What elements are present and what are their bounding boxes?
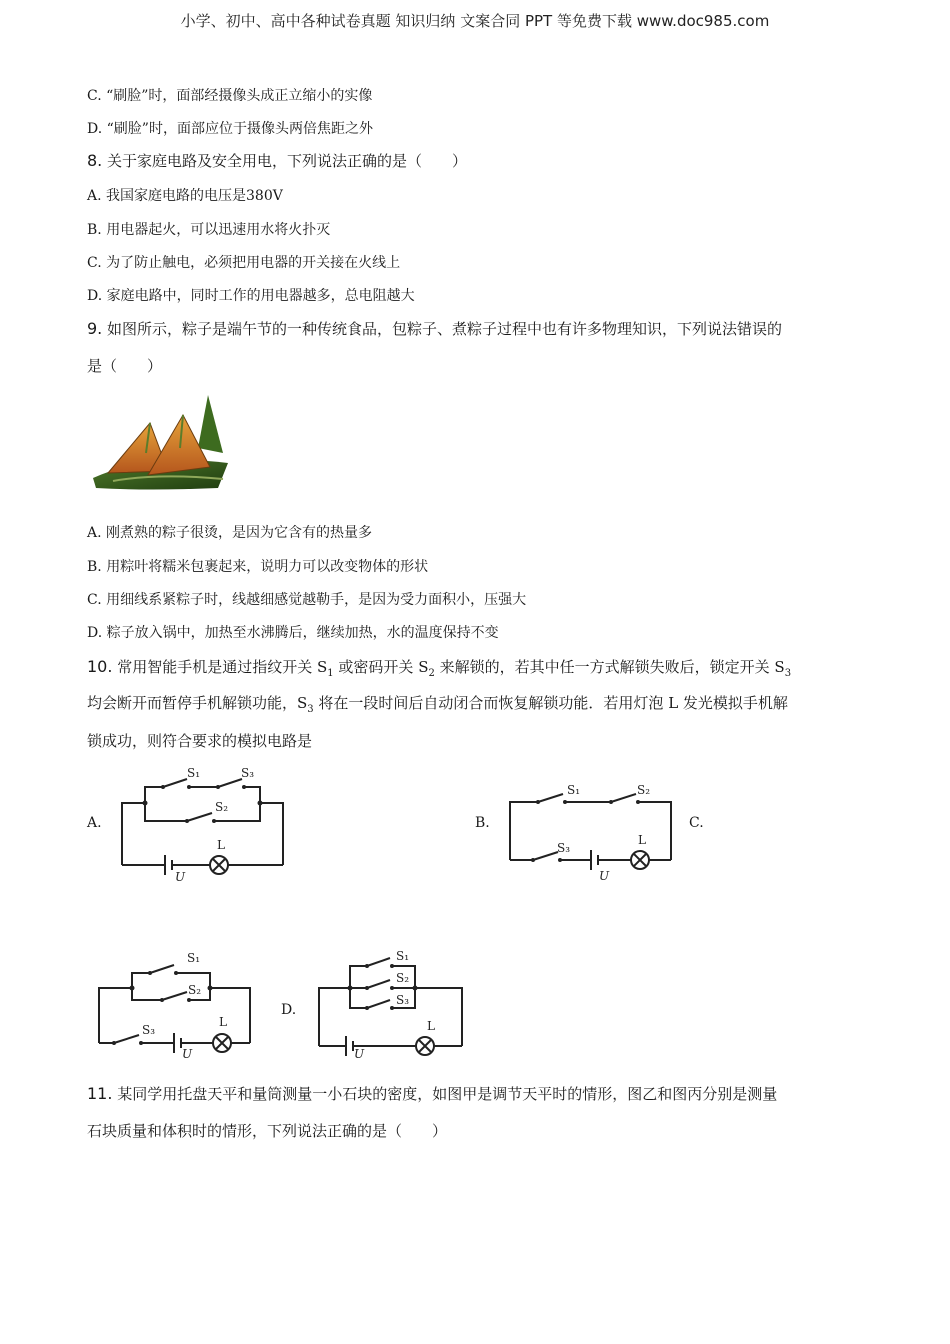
q11-stem-line1 xyxy=(87,1083,777,1104)
q9-option-c: C. 用细线系紧粽子时，线越细感觉越勒手，是因为受力面积小，压强大 xyxy=(87,592,527,608)
q8-stem-text: 关于家庭电路及安全用电，下列说法正确的是（ ） xyxy=(102,152,468,170)
circuit-d-l: L xyxy=(427,1019,435,1033)
q11-stem-text: 某同学用托盘天平和量筒测量一小石块的密度，如图甲是调节天平时的情形，图乙和图丙分别是测量 xyxy=(112,1085,778,1103)
q7-option-c: C. “刷脸”时，面部经摄像头成正立缩小的实像 xyxy=(87,88,373,104)
q10-number: 10. xyxy=(87,657,113,676)
q9-number: 9. xyxy=(87,319,103,338)
page-header: 小学、初中、高中各种试卷真题 知识归纳 文案合同 PPT 等免费下载 www.doc985.com xyxy=(180,12,770,30)
circuit-b-u: U xyxy=(599,869,610,883)
q11-stem-line2: 石块质量和体积时的情形，下列说法正确的是（ ） xyxy=(87,1122,448,1140)
q8-option-c: C. 为了防止触电，必须把用电器的开关接在火线上 xyxy=(87,255,401,271)
circuit-c-u: U xyxy=(182,1047,193,1058)
q10-stem-line1 xyxy=(87,656,791,679)
q11-number: 11. xyxy=(87,1084,113,1103)
circuit-c-s2: S₂ xyxy=(188,983,202,997)
option-d-label: D. xyxy=(281,1002,297,1018)
circuit-c-s3: S₃ xyxy=(142,1023,156,1037)
circuit-d-s2: S₂ xyxy=(396,971,410,985)
option-a-label: A. xyxy=(87,815,102,831)
q10-text-part: 将在一段时间后自动闭合而恢复解锁功能．若用灯泡 L 发光模拟手机解 xyxy=(313,694,788,712)
q10-text-part: 均会断开而暂停手机解锁功能，S xyxy=(87,694,308,712)
q10-sub: 3 xyxy=(307,704,314,715)
circuit-b-s1: S₁ xyxy=(567,783,581,797)
q10-text-part: 来解锁的，若其中任一方式解锁失败后，锁定开关 S xyxy=(434,658,785,676)
circuit-d-diagram xyxy=(312,946,470,1058)
q10-text-part: 或密码开关 S xyxy=(333,658,429,676)
q8-option-a: A. 我国家庭电路的电压是380V xyxy=(87,188,283,204)
q8-option-d: D. 家庭电路中，同时工作的用电器越多，总电阻越大 xyxy=(87,288,415,304)
circuit-a-s3: S₃ xyxy=(241,766,255,780)
q9-option-d: D. 粽子放入锅中，加热至水沸腾后，继续加热，水的温度保持不变 xyxy=(87,625,499,641)
q9-stem-line2: 是（ ） xyxy=(87,357,163,375)
circuit-a-s1: S₁ xyxy=(187,766,201,780)
q10-stem-line2 xyxy=(87,692,788,715)
circuit-d-u: U xyxy=(354,1047,365,1058)
circuit-b-diagram xyxy=(503,780,683,885)
q10-sub: 3 xyxy=(784,668,792,679)
circuit-a-diagram xyxy=(115,765,290,885)
q10-stem-line3: 锁成功，则符合要求的模拟电路是 xyxy=(87,732,313,750)
circuit-b-l: L xyxy=(638,833,646,847)
circuit-d-s1: S₁ xyxy=(396,949,410,963)
q7-option-d: D. “刷脸”时，面部应位于摄像头两倍焦距之外 xyxy=(87,121,373,137)
q8-stem xyxy=(87,150,467,171)
option-b-label: B. xyxy=(475,815,490,831)
q9-option-b: B. 用粽叶将糯米包裹起来，说明力可以改变物体的形状 xyxy=(87,559,429,575)
circuit-d-s3: S₃ xyxy=(396,993,410,1007)
zongzi-image xyxy=(88,393,233,493)
circuit-c-diagram xyxy=(92,948,257,1058)
circuit-c-l: L xyxy=(219,1015,227,1029)
circuit-a-l: L xyxy=(217,838,225,852)
q10-text-part: 常用智能手机是通过指纹开关 S xyxy=(112,658,328,676)
q10-sub: 1 xyxy=(327,668,334,679)
q10-sub: 2 xyxy=(428,668,435,679)
circuit-c-s1: S₁ xyxy=(187,951,201,965)
circuit-a-s2: S₂ xyxy=(215,800,229,814)
circuit-a-u: U xyxy=(175,870,186,884)
circuit-b-s2: S₂ xyxy=(637,783,651,797)
circuit-b-s3: S₃ xyxy=(557,841,571,855)
q8-number: 8. xyxy=(87,151,103,170)
option-c-label: C. xyxy=(689,815,704,831)
q9-stem-line1 xyxy=(87,318,782,339)
q9-option-a: A. 刚煮熟的粽子很烫，是因为它含有的热量多 xyxy=(87,525,373,541)
q8-option-b: B. 用电器起火，可以迅速用水将火扑灭 xyxy=(87,222,331,238)
q9-stem-text: 如图所示，粽子是端午节的一种传统食品，包粽子、煮粽子过程中也有许多物理知识，下列说法错误的 xyxy=(102,320,783,338)
